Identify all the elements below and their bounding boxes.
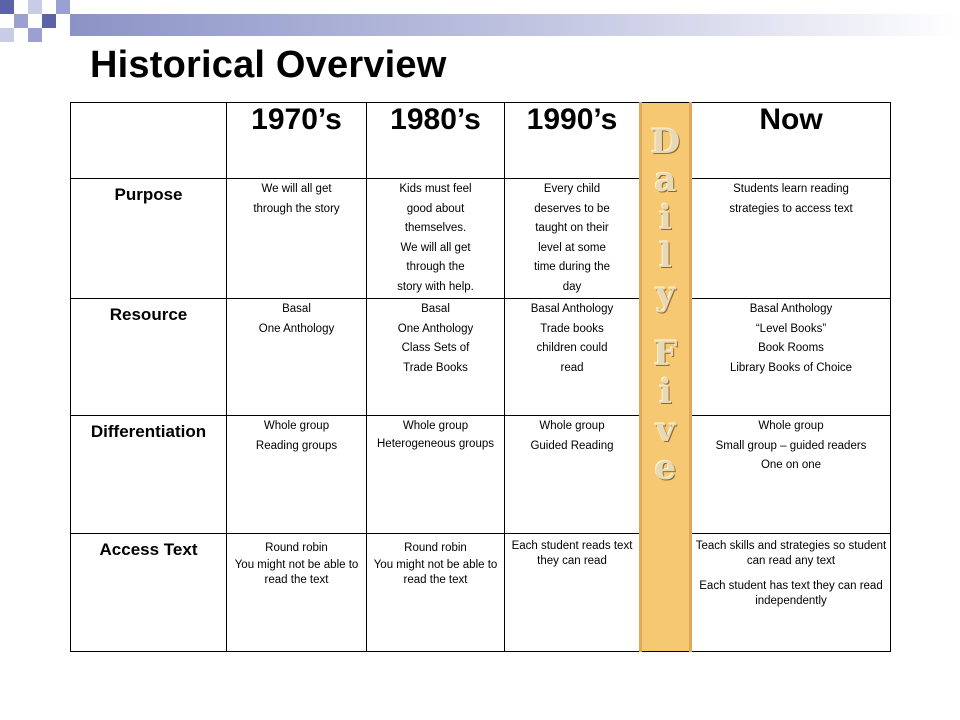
cell-access-text-1970s: Round robin You might not be able to read the text bbox=[227, 534, 367, 652]
cell-differentiation-1990s: Whole group Guided Reading bbox=[505, 416, 641, 534]
cell-access-text-1990s: Each student reads text they can read bbox=[505, 534, 641, 652]
banner-letter: F bbox=[653, 334, 678, 374]
banner-letter: i bbox=[659, 372, 672, 412]
table-row-resource bbox=[71, 299, 891, 416]
cell-access-text-now: Teach skills and strategies so student can read any text Each student has text they can read independently bbox=[691, 534, 891, 652]
cell-differentiation-1970s: Whole group Reading groups bbox=[227, 416, 367, 534]
cell-access-text-1980s: Round robin You might not be able to read the text bbox=[367, 534, 505, 652]
decor-square-5 bbox=[0, 28, 14, 42]
column-header-1970s: 1970’s bbox=[227, 103, 367, 179]
decor-square-3 bbox=[28, 0, 42, 14]
overview-table bbox=[70, 102, 891, 652]
banner-letter: e bbox=[654, 448, 677, 488]
daily-five-banner bbox=[641, 103, 691, 652]
cell-resource-1980s: Basal One Anthology Class Sets of Trade Books bbox=[367, 299, 505, 416]
banner-letter: i bbox=[659, 198, 672, 238]
table-row-differentiation bbox=[71, 416, 891, 534]
cell-resource-now: Basal Anthology “Level Books” Book Rooms Library Books of Choice bbox=[691, 299, 891, 416]
row-label-access-text: Access Text bbox=[71, 534, 227, 652]
cell-resource-1970s: Basal One Anthology bbox=[227, 299, 367, 416]
cell-purpose-1990s: Every child deserves to be taught on their level at some time during the day bbox=[505, 179, 641, 299]
cell-differentiation-1980s: Whole group Heterogeneous groups bbox=[367, 416, 505, 534]
cell-resource-1990s: Basal Anthology Trade books children could read bbox=[505, 299, 641, 416]
row-label-resource: Resource bbox=[71, 299, 227, 416]
header-gradient-bar bbox=[70, 14, 960, 36]
corner-cell bbox=[71, 103, 227, 179]
decor-square-1 bbox=[0, 0, 14, 14]
cell-differentiation-now: Whole group Small group – guided readers One on one bbox=[691, 416, 891, 534]
decor-square-6 bbox=[28, 28, 42, 42]
table-row-purpose bbox=[71, 179, 891, 299]
column-header-1980s: 1980’s bbox=[367, 103, 505, 179]
decor-square-2 bbox=[14, 14, 28, 28]
banner-letter: y bbox=[655, 274, 676, 314]
cell-purpose-1980s: Kids must feel good about themselves. We will all get through the story with help. bbox=[367, 179, 505, 299]
row-label-differentiation: Differentiation bbox=[71, 416, 227, 534]
header-row bbox=[71, 103, 891, 179]
cell-purpose-now: Students learn reading strategies to access text bbox=[691, 179, 891, 299]
banner-letter: v bbox=[655, 410, 676, 450]
table-row-access-text bbox=[71, 534, 891, 652]
cell-purpose-1970s: We will all get through the story bbox=[227, 179, 367, 299]
column-header-1990s: 1990’s bbox=[505, 103, 641, 179]
daily-five-letters bbox=[642, 103, 689, 487]
row-label-purpose: Purpose bbox=[71, 179, 227, 299]
column-header-now: Now bbox=[691, 103, 891, 179]
banner-letter: l bbox=[659, 236, 672, 276]
decor-square-7 bbox=[56, 0, 70, 14]
banner-letter: D bbox=[650, 122, 681, 162]
banner-letter: a bbox=[654, 160, 677, 200]
page-title: Historical Overview bbox=[90, 44, 447, 86]
decor-square-4 bbox=[42, 14, 56, 28]
